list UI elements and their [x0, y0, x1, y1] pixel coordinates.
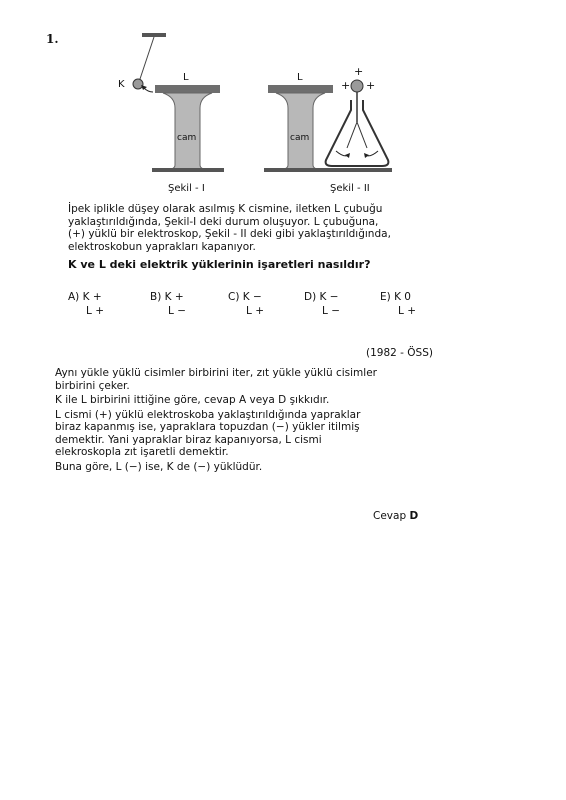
plus-sign: + — [341, 79, 351, 92]
option-b[interactable] — [150, 290, 186, 318]
answer-value: D — [409, 510, 419, 522]
question-stem — [68, 203, 448, 253]
explanation — [55, 367, 435, 475]
electroscope-knob — [351, 80, 363, 92]
explanation-line: demektir. Yani yapraklar biraz kapanıyorsa, L cismi — [55, 433, 322, 446]
rod-l-top — [155, 85, 220, 93]
explanation-paragraph — [55, 394, 435, 407]
label-l: L — [183, 72, 189, 83]
ceiling-support — [142, 33, 166, 37]
question-number: 1. — [46, 32, 59, 46]
explanation-paragraph — [55, 461, 435, 474]
option-l: L + — [86, 305, 104, 317]
option-l: L − — [322, 305, 340, 317]
glass-stand — [163, 93, 212, 170]
stem-line: elektroskobun yaprakları kapanıyor. — [68, 240, 256, 253]
option-k: D) K − — [304, 291, 339, 303]
option-d[interactable] — [304, 290, 340, 318]
label-l: L — [297, 72, 303, 83]
physics-figure — [100, 30, 440, 200]
explanation-line: Aynı yükle yüklü cisimler birbirini iter, zıt yükle yüklü cisimler — [55, 367, 377, 379]
option-l: L − — [168, 305, 186, 317]
explanation-paragraph — [55, 409, 435, 459]
leaf-left — [347, 122, 357, 148]
option-k: B) K + — [150, 291, 184, 303]
answer-label: Cevap — [373, 510, 407, 522]
rod-l-top — [268, 85, 333, 93]
label-cam: cam — [177, 133, 197, 143]
question-text: K ve L deki elektrik yüklerinin işaretleri nasıldır? — [68, 258, 371, 271]
figure-caption-1: Şekil - I — [168, 183, 205, 194]
plus-sign: + — [354, 65, 364, 78]
option-l: L + — [398, 305, 416, 317]
leaf-right — [357, 122, 367, 148]
silk-thread — [139, 37, 154, 82]
option-k: A) K + — [68, 291, 102, 303]
explanation-line: L cismi (+) yüklü elektroskoba yaklaştırıldığında yapraklar — [55, 408, 361, 421]
option-e[interactable] — [380, 290, 416, 318]
label-cam: cam — [290, 133, 310, 143]
stem-line: yaklaştırıldığında, Şekil-I deki durum oluşuyor. L çubuğuna, — [68, 215, 379, 228]
label-k: K — [118, 79, 125, 90]
figure-1 — [118, 33, 224, 172]
explanation-line: Buna göre, L (−) ise, K de (−) yüklüdür. — [55, 460, 263, 473]
base-plate — [152, 168, 224, 172]
stem-line: (+) yüklü bir elektroskop, Şekil - II deki gibi yaklaştırıldığında, — [68, 228, 391, 240]
option-a[interactable] — [68, 290, 104, 318]
figure-caption-2: Şekil - II — [330, 183, 370, 194]
source-label: (1982 - ÖSS) — [366, 347, 433, 359]
base-plate — [264, 168, 392, 172]
option-l: L + — [246, 305, 264, 317]
answer — [373, 510, 418, 522]
arrow-head — [345, 153, 350, 158]
sphere-k — [133, 79, 143, 89]
stem-line: İpek iplikle düşey olarak asılmış K cismine, iletken L çubuğu — [68, 203, 383, 215]
plus-sign: + — [366, 79, 376, 92]
figure-2 — [264, 65, 392, 172]
option-k: C) K − — [228, 291, 262, 303]
arrow-head — [364, 153, 369, 158]
option-k: E) K 0 — [380, 291, 411, 303]
explanation-line: elekroskopla zıt işaretli demektir. — [55, 446, 229, 458]
explanation-line: biraz kapanmış ise, yapraklara topuzdan (−) yükler itilmiş — [55, 421, 360, 433]
explanation-line: birbirini çeker. — [55, 379, 130, 392]
option-c[interactable] — [228, 290, 264, 318]
explanation-line: K ile L birbirini ittiğine göre, cevap A veya D şıkkıdır. — [55, 394, 330, 406]
explanation-paragraph — [55, 367, 435, 392]
deflection-arrow — [144, 88, 153, 92]
glass-stand — [276, 93, 325, 170]
